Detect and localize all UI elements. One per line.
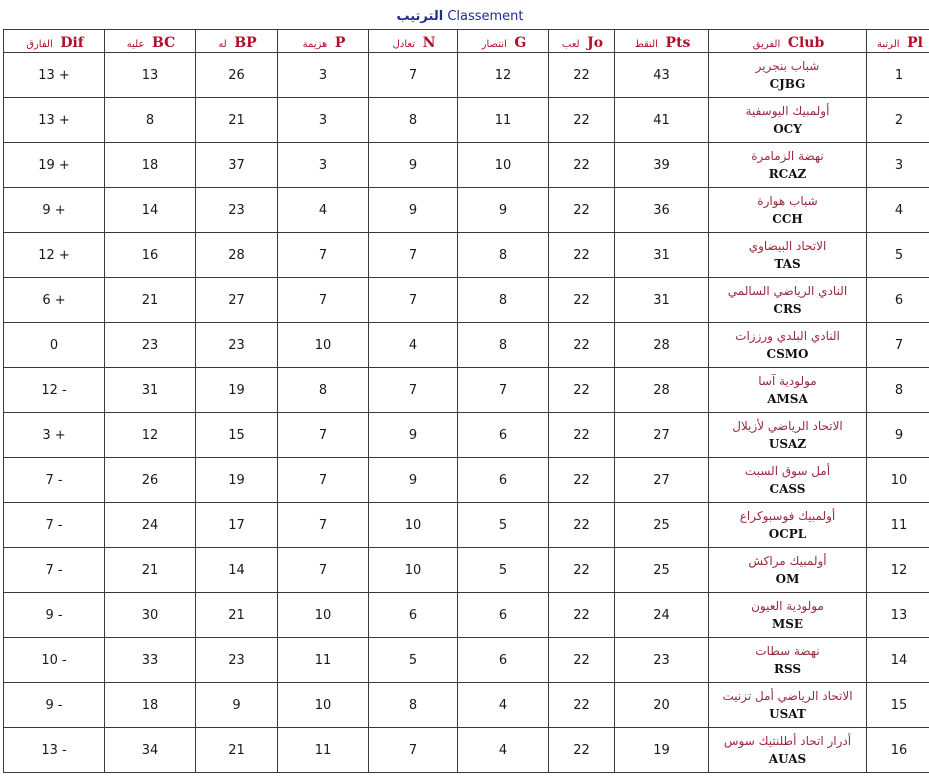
cell-n: 9 xyxy=(369,188,458,233)
cell-pl: 1 xyxy=(867,53,929,98)
table-row xyxy=(4,98,929,143)
column-header-jo-french: Jo xyxy=(587,34,604,51)
column-header-n xyxy=(369,30,458,53)
cell-bp: 23 xyxy=(196,638,278,683)
club-code: OCPL xyxy=(768,526,807,541)
column-header-pts-arabic: النقط xyxy=(634,38,658,50)
column-header-g xyxy=(458,30,549,53)
cell-bc: 34 xyxy=(105,728,196,773)
cell-p: 7 xyxy=(278,458,369,503)
club-name-arabic: أولمبيك فوسبوكراع xyxy=(739,508,836,523)
table-row xyxy=(4,503,929,548)
cell-g: 6 xyxy=(458,638,549,683)
cell-dif: 7 - xyxy=(4,503,105,548)
cell-pts: 23 xyxy=(615,638,709,683)
column-header-pl xyxy=(867,30,929,53)
cell-club xyxy=(709,233,867,278)
cell-bc: 18 xyxy=(105,143,196,188)
cell-club xyxy=(709,53,867,98)
cell-pl: 11 xyxy=(867,503,929,548)
column-header-bp xyxy=(196,30,278,53)
cell-jo: 22 xyxy=(549,233,615,278)
club-name-arabic: نهضة الزمامرة xyxy=(751,148,824,163)
club-name-arabic: أدرار اتحاد أطلنتيك سوس xyxy=(723,733,852,748)
club-code: USAT xyxy=(769,706,806,721)
cell-n: 6 xyxy=(369,593,458,638)
cell-p: 10 xyxy=(278,683,369,728)
cell-dif: 3 + xyxy=(4,413,105,458)
cell-pl: 6 xyxy=(867,278,929,323)
club-name-arabic: أمل سوق السبت xyxy=(744,463,831,478)
cell-p: 8 xyxy=(278,368,369,413)
cell-pl: 12 xyxy=(867,548,929,593)
column-header-dif-arabic: الفارق xyxy=(26,38,53,50)
cell-dif: 7 - xyxy=(4,548,105,593)
cell-pts: 28 xyxy=(615,368,709,413)
cell-pl: 8 xyxy=(867,368,929,413)
club-code: CCH xyxy=(772,211,803,226)
cell-pl: 5 xyxy=(867,233,929,278)
club-name-arabic: شباب هوارة xyxy=(757,193,818,208)
column-header-pl-french: Pl xyxy=(907,34,923,51)
cell-pl: 4 xyxy=(867,188,929,233)
table-row xyxy=(4,53,929,98)
cell-club xyxy=(709,593,867,638)
cell-jo: 22 xyxy=(549,593,615,638)
table-row xyxy=(4,188,929,233)
cell-club xyxy=(709,188,867,233)
club-code: CRS xyxy=(773,301,802,316)
cell-p: 3 xyxy=(278,143,369,188)
cell-g: 9 xyxy=(458,188,549,233)
cell-bp: 23 xyxy=(196,188,278,233)
cell-n: 7 xyxy=(369,368,458,413)
cell-g: 6 xyxy=(458,413,549,458)
cell-p: 7 xyxy=(278,278,369,323)
cell-pl: 15 xyxy=(867,683,929,728)
cell-g: 8 xyxy=(458,233,549,278)
cell-bc: 31 xyxy=(105,368,196,413)
cell-g: 12 xyxy=(458,53,549,98)
cell-bp: 14 xyxy=(196,548,278,593)
cell-pts: 28 xyxy=(615,323,709,368)
cell-n: 7 xyxy=(369,728,458,773)
cell-jo: 22 xyxy=(549,683,615,728)
cell-bc: 26 xyxy=(105,458,196,503)
column-header-club-french: Club xyxy=(787,34,825,51)
column-header-n-french: N xyxy=(422,34,436,51)
cell-n: 9 xyxy=(369,143,458,188)
table-row xyxy=(4,548,929,593)
cell-g: 11 xyxy=(458,98,549,143)
column-header-dif-french: Dif xyxy=(60,34,84,51)
cell-pts: 25 xyxy=(615,503,709,548)
cell-bp: 21 xyxy=(196,728,278,773)
cell-pts: 39 xyxy=(615,143,709,188)
cell-g: 8 xyxy=(458,323,549,368)
standings-table xyxy=(3,29,929,773)
cell-g: 6 xyxy=(458,458,549,503)
cell-club xyxy=(709,728,867,773)
club-name-arabic: النادي الرياضي السالمي xyxy=(727,283,848,298)
cell-pl: 3 xyxy=(867,143,929,188)
cell-pl: 16 xyxy=(867,728,929,773)
table-body xyxy=(4,53,929,773)
title-french: Classement xyxy=(447,9,524,24)
cell-g: 8 xyxy=(458,278,549,323)
cell-pts: 27 xyxy=(615,458,709,503)
cell-bc: 24 xyxy=(105,503,196,548)
cell-jo: 22 xyxy=(549,98,615,143)
club-code: CJBG xyxy=(769,76,806,91)
cell-bp: 21 xyxy=(196,98,278,143)
cell-bc: 23 xyxy=(105,323,196,368)
column-header-jo xyxy=(549,30,615,53)
cell-jo: 22 xyxy=(549,413,615,458)
cell-jo: 22 xyxy=(549,728,615,773)
table-row xyxy=(4,593,929,638)
cell-jo: 22 xyxy=(549,503,615,548)
cell-pts: 36 xyxy=(615,188,709,233)
cell-n: 9 xyxy=(369,458,458,503)
club-name-arabic: شباب بنجرير xyxy=(755,58,820,73)
cell-pl: 14 xyxy=(867,638,929,683)
club-name-arabic: مولودية آسا xyxy=(758,373,817,388)
club-name-arabic: نهضة سطات xyxy=(755,643,820,658)
cell-club xyxy=(709,368,867,413)
cell-p: 3 xyxy=(278,53,369,98)
club-code: AUAS xyxy=(768,751,807,766)
cell-n: 8 xyxy=(369,683,458,728)
cell-pts: 31 xyxy=(615,278,709,323)
header-row xyxy=(4,30,929,53)
cell-bc: 21 xyxy=(105,548,196,593)
cell-dif: 13 + xyxy=(4,98,105,143)
club-name-arabic: الاتحاد الرياضي لأزيلال xyxy=(732,418,843,433)
cell-pts: 31 xyxy=(615,233,709,278)
cell-bp: 27 xyxy=(196,278,278,323)
cell-pts: 27 xyxy=(615,413,709,458)
title-arabic: الترتيب xyxy=(396,9,444,24)
table-row xyxy=(4,323,929,368)
cell-pts: 24 xyxy=(615,593,709,638)
cell-g: 4 xyxy=(458,683,549,728)
club-code: RSS xyxy=(773,661,802,676)
cell-jo: 22 xyxy=(549,368,615,413)
cell-p: 11 xyxy=(278,638,369,683)
cell-p: 7 xyxy=(278,548,369,593)
cell-jo: 22 xyxy=(549,53,615,98)
cell-n: 7 xyxy=(369,233,458,278)
column-header-g-french: G xyxy=(514,34,527,51)
cell-dif: 13 + xyxy=(4,53,105,98)
cell-n: 9 xyxy=(369,413,458,458)
cell-n: 5 xyxy=(369,638,458,683)
cell-n: 10 xyxy=(369,503,458,548)
cell-dif: 12 + xyxy=(4,233,105,278)
cell-bp: 19 xyxy=(196,458,278,503)
cell-jo: 22 xyxy=(549,278,615,323)
cell-p: 11 xyxy=(278,728,369,773)
column-header-pl-arabic: الرتبة xyxy=(877,38,900,50)
table-row xyxy=(4,413,929,458)
cell-dif: 13 - xyxy=(4,728,105,773)
club-code: OCY xyxy=(773,121,802,136)
cell-g: 4 xyxy=(458,728,549,773)
club-code: AMSA xyxy=(767,391,808,406)
cell-g: 5 xyxy=(458,503,549,548)
cell-n: 7 xyxy=(369,278,458,323)
cell-club xyxy=(709,323,867,368)
cell-dif: 7 - xyxy=(4,458,105,503)
cell-bc: 8 xyxy=(105,98,196,143)
page-title xyxy=(0,9,920,24)
cell-dif: 10 - xyxy=(4,638,105,683)
cell-bc: 13 xyxy=(105,53,196,98)
cell-bp: 37 xyxy=(196,143,278,188)
cell-n: 10 xyxy=(369,548,458,593)
cell-pl: 9 xyxy=(867,413,929,458)
cell-jo: 22 xyxy=(549,143,615,188)
cell-g: 5 xyxy=(458,548,549,593)
cell-club xyxy=(709,98,867,143)
table-row xyxy=(4,728,929,773)
table-row xyxy=(4,278,929,323)
column-header-club xyxy=(709,30,867,53)
cell-pts: 20 xyxy=(615,683,709,728)
cell-bc: 21 xyxy=(105,278,196,323)
club-code: USAZ xyxy=(768,436,807,451)
cell-dif: 6 + xyxy=(4,278,105,323)
cell-dif: 12 - xyxy=(4,368,105,413)
cell-jo: 22 xyxy=(549,188,615,233)
column-header-club-arabic: الفريق xyxy=(752,38,781,50)
club-code: CSMO xyxy=(766,346,809,361)
cell-bp: 23 xyxy=(196,323,278,368)
column-header-p-arabic: هزيمة xyxy=(302,38,328,50)
cell-p: 7 xyxy=(278,233,369,278)
cell-dif: 0 xyxy=(4,323,105,368)
cell-jo: 22 xyxy=(549,548,615,593)
club-name-arabic: مولودية العيون xyxy=(751,598,824,613)
cell-pts: 41 xyxy=(615,98,709,143)
cell-n: 8 xyxy=(369,98,458,143)
cell-club xyxy=(709,458,867,503)
cell-dif: 9 - xyxy=(4,593,105,638)
column-header-pts xyxy=(615,30,709,53)
cell-pl: 10 xyxy=(867,458,929,503)
club-code: CASS xyxy=(769,481,806,496)
cell-pts: 25 xyxy=(615,548,709,593)
cell-bp: 21 xyxy=(196,593,278,638)
cell-g: 6 xyxy=(458,593,549,638)
table-row xyxy=(4,683,929,728)
column-header-bc-arabic: عليه xyxy=(126,38,145,50)
club-code: OM xyxy=(775,571,800,586)
table-row xyxy=(4,458,929,503)
cell-dif: 9 + xyxy=(4,188,105,233)
cell-n: 4 xyxy=(369,323,458,368)
column-header-p-french: P xyxy=(334,34,346,51)
cell-pts: 43 xyxy=(615,53,709,98)
column-header-pts-french: Pts xyxy=(665,34,691,51)
club-code: MSE xyxy=(771,616,804,631)
cell-bc: 33 xyxy=(105,638,196,683)
cell-club xyxy=(709,548,867,593)
cell-dif: 9 - xyxy=(4,683,105,728)
cell-pl: 7 xyxy=(867,323,929,368)
cell-bc: 18 xyxy=(105,683,196,728)
cell-bc: 14 xyxy=(105,188,196,233)
table-row xyxy=(4,638,929,683)
cell-pl: 13 xyxy=(867,593,929,638)
cell-jo: 22 xyxy=(549,638,615,683)
cell-club xyxy=(709,638,867,683)
cell-p: 7 xyxy=(278,503,369,548)
cell-club xyxy=(709,683,867,728)
cell-p: 3 xyxy=(278,98,369,143)
cell-p: 7 xyxy=(278,413,369,458)
cell-bp: 19 xyxy=(196,368,278,413)
club-name-arabic: الاتحاد الرياضي أمل تزنيت xyxy=(722,688,853,703)
club-code: RCAZ xyxy=(768,166,807,181)
cell-jo: 22 xyxy=(549,458,615,503)
column-header-n-arabic: تعادل xyxy=(392,38,415,50)
cell-club xyxy=(709,143,867,188)
cell-bc: 12 xyxy=(105,413,196,458)
cell-n: 7 xyxy=(369,53,458,98)
cell-dif: 19 + xyxy=(4,143,105,188)
cell-pts: 19 xyxy=(615,728,709,773)
cell-p: 10 xyxy=(278,593,369,638)
cell-p: 4 xyxy=(278,188,369,233)
table-row xyxy=(4,143,929,188)
column-header-bc xyxy=(105,30,196,53)
cell-club xyxy=(709,503,867,548)
cell-pl: 2 xyxy=(867,98,929,143)
table-row xyxy=(4,233,929,278)
table-row xyxy=(4,368,929,413)
column-header-p xyxy=(278,30,369,53)
cell-club xyxy=(709,413,867,458)
cell-bc: 30 xyxy=(105,593,196,638)
cell-jo: 22 xyxy=(549,323,615,368)
club-name-arabic: أولمبيك مراكش xyxy=(748,553,827,568)
club-name-arabic: الاتحاد البيضاوي xyxy=(748,238,827,253)
cell-g: 10 xyxy=(458,143,549,188)
club-code: TAS xyxy=(774,256,801,271)
column-header-dif xyxy=(4,30,105,53)
cell-bp: 9 xyxy=(196,683,278,728)
column-header-g-arabic: انتصار xyxy=(481,38,507,50)
cell-bp: 26 xyxy=(196,53,278,98)
column-header-bp-french: BP xyxy=(234,34,257,51)
cell-bp: 15 xyxy=(196,413,278,458)
cell-bp: 28 xyxy=(196,233,278,278)
cell-g: 7 xyxy=(458,368,549,413)
club-name-arabic: النادي البلدي ورززات xyxy=(735,328,840,343)
cell-club xyxy=(709,278,867,323)
column-header-jo-arabic: لعب xyxy=(561,38,580,50)
column-header-bc-french: BC xyxy=(151,34,176,51)
cell-p: 10 xyxy=(278,323,369,368)
column-header-bp-arabic: له xyxy=(218,38,227,50)
cell-bc: 16 xyxy=(105,233,196,278)
cell-bp: 17 xyxy=(196,503,278,548)
club-name-arabic: أولمبيك اليوسفية xyxy=(745,103,830,118)
